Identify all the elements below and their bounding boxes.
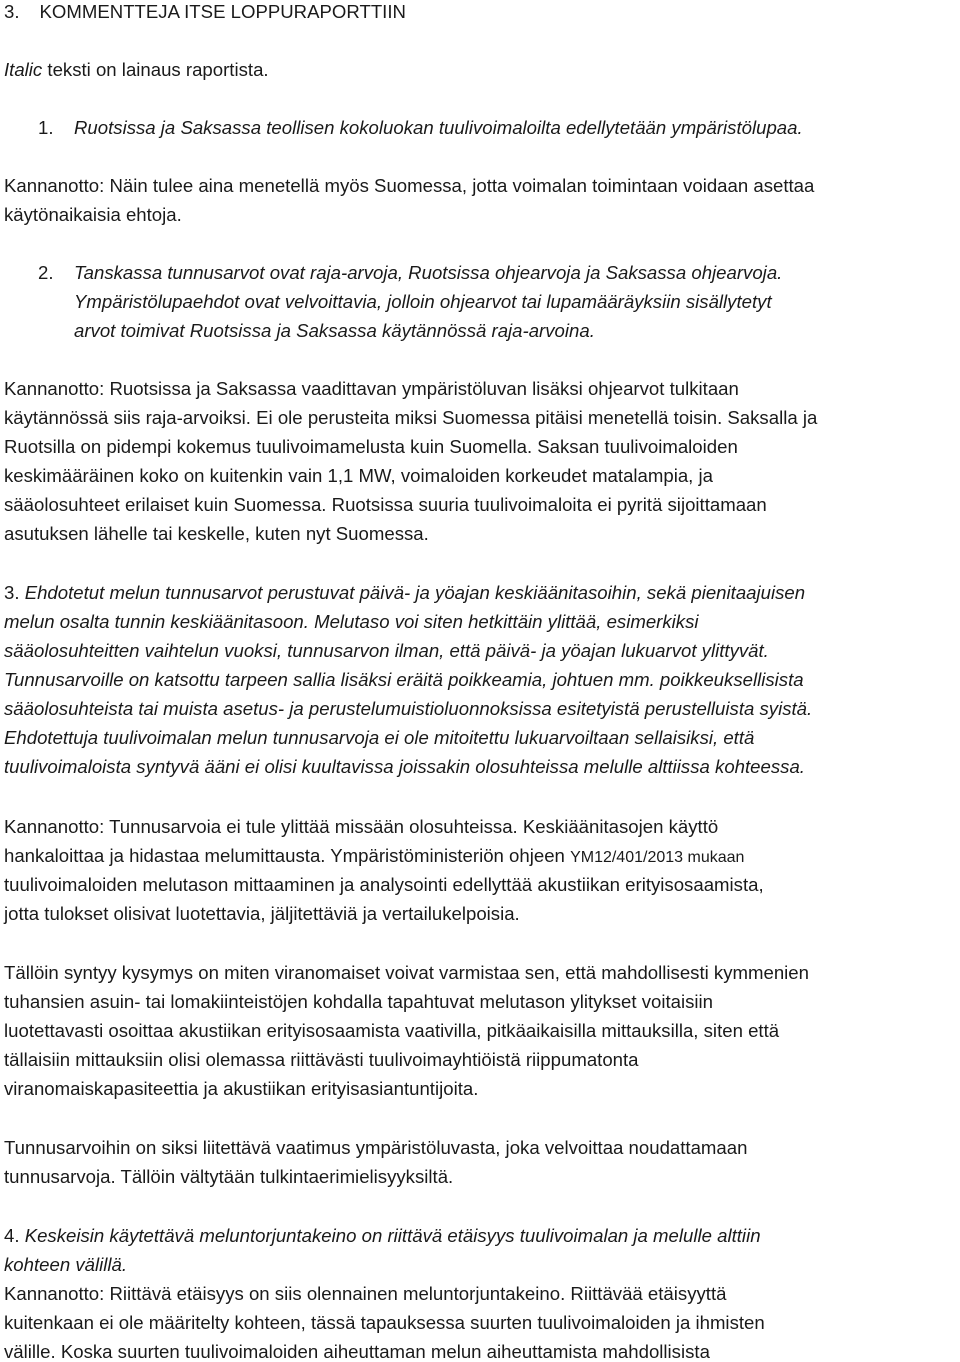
item3-comment-line-2-text: hankaloittaa ja hidastaa melumittausta. Ympäristöministeriön ohjeen bbox=[4, 845, 571, 866]
item3-quote-first: Ehdotetut melun tunnusarvot perustuvat päivä- ja yöajan keskiäänitasoihin, sekä pienitaajuisen bbox=[24, 582, 806, 603]
intro-line bbox=[4, 55, 269, 84]
item3-quote-line-6: Ehdotettuja tuulivoimalan melun tunnusarvoja ei ole mitoitettu lukuarvoiltaan sellaisiksi, että bbox=[4, 727, 755, 748]
item3-quote-line-2: melun osalta tunnin keskiäänitasoon. Melutaso voi siten hetkittäin ylittää, esimerkiksi bbox=[4, 611, 699, 632]
intro-rest: teksti on lainaus raportista. bbox=[42, 59, 269, 80]
section-heading bbox=[4, 0, 406, 26]
item1-comment-line-1: Kannanotto: Näin tulee aina menetellä myös Suomessa, jotta voimalan toimintaan voidaan asettaa bbox=[4, 175, 815, 196]
item2-comment-line-1: Kannanotto: Ruotsissa ja Saksassa vaadittavan ympäristöluvan lisäksi ohjearvot tulkitaan bbox=[4, 378, 739, 399]
item3-para2-line-5: viranomaiskapasiteettia ja akustiikan erityisasiantuntijoita. bbox=[4, 1078, 479, 1099]
item4-quote-line-1 bbox=[4, 1221, 761, 1250]
item2-quote-line-1: Tanskassa tunnusarvot ovat raja-arvoja, Ruotsissa ohjearvoja ja Saksassa ohjearvoja. bbox=[74, 262, 783, 283]
item3-comment-line-4: jotta tulokset olisivat luotettavia, jäljitettäviä ja vertailukelpoisia. bbox=[4, 903, 520, 924]
item3-para2-line-4: tällaisiin mittauksiin olisi olemassa riittävästi tuulivoimayhtiöistä riippumatonta bbox=[4, 1049, 639, 1070]
item2-comment-line-3: Ruotsilla on pidempi kokemus tuulivoimamelusta kuin Suomella. Saksan tuulivoimaloiden bbox=[4, 436, 738, 457]
item3-comment-line-1: Kannanotto: Tunnusarvoia ei tule ylittää missään olosuhteissa. Keskiäänitasojen käyttö bbox=[4, 816, 719, 837]
item2-comment-line-5: sääolosuhteet erilaiset kuin Suomessa. Ruotsissa suuria tuulivoimaloita ei pyritä sijoittamaan bbox=[4, 494, 767, 515]
item3-para2-line-1: Tällöin syntyy kysymys on miten viranomaiset voivat varmistaa sen, että mahdollisesti kymmenien bbox=[4, 962, 809, 983]
item3-quote-line-1 bbox=[4, 578, 805, 607]
guideline-reference: YM12/401/2013 mukaan bbox=[570, 849, 745, 866]
section-title: KOMMENTTEJA ITSE LOPPURAPORTTIIN bbox=[39, 1, 406, 22]
item3-quote-line-4: Tunnusarvoille on katsottu tarpeen sallia lisäksi eräitä poikkeamia, johtuen mm. poikkeuksellisista bbox=[4, 669, 804, 690]
item4-quote-first: Keskeisin käytettävä meluntorjuntakeino on riittävä etäisyys tuulivoimalan ja melulle alttiin bbox=[24, 1225, 761, 1246]
intro-italic-word: Italic bbox=[4, 59, 43, 80]
item1-comment-line-2: käytönaikaisia ehtoja. bbox=[4, 204, 182, 225]
item4-number: 4. bbox=[4, 1225, 25, 1246]
item2-quote-line-2: Ympäristölupaehdot ovat velvoittavia, jolloin ohjearvot tai lupamääräyksiin sisällytetyt bbox=[74, 291, 772, 312]
item4-comment-line-1: Kannanotto: Riittävä etäisyys on siis olennainen meluntorjuntakeino. Riittävää etäisyyttä bbox=[4, 1283, 727, 1304]
item1-quote: Ruotsissa ja Saksassa teollisen kokoluokan tuulivoimaloilta edellytetään ympäristölupaa. bbox=[74, 117, 803, 138]
item4-comment-line-2: kuitenkaan ei ole määritelty kohteen, tässä tapauksessa suurten tuulivoimaloiden ja ihmisten bbox=[4, 1312, 765, 1333]
item1-number: 1. bbox=[38, 117, 54, 138]
item3-number: 3. bbox=[4, 582, 25, 603]
item3-quote-line-7: tuulivoimaloista syntyvä ääni ei olisi kuultavissa joissakin olosuhteissa melulle alttiissa kohteessa. bbox=[4, 756, 805, 777]
item3-quote-line-3: sääolosuhteitten vaihtelun vuoksi, tunnusarvon ilman, että päivä- ja yöajan lukuarvot ylittyvät. bbox=[4, 640, 769, 661]
item3-para3-line-1: Tunnusarvoihin on siksi liitettävä vaatimus ympäristöluvasta, joka velvoittaa noudattamaan bbox=[4, 1137, 748, 1158]
item3-quote-line-5: sääolosuhteista tai muista asetus- ja perustelumuistioluonnoksissa esitetyistä perustelluista syistä. bbox=[4, 698, 813, 719]
item3-comment-line-2 bbox=[4, 841, 744, 872]
item4-quote-line-2: kohteen välillä. bbox=[4, 1254, 128, 1275]
item3-para3-line-2: tunnusarvoja. Tällöin vältytään tulkintaerimielisyyksiltä. bbox=[4, 1166, 454, 1187]
item2-comment-line-2: käytännössä siis raja-arvoiksi. Ei ole perusteita miksi Suomessa pitäisi menetellä toisin. Saksalla ja bbox=[4, 407, 818, 428]
section-number: 3. bbox=[4, 1, 20, 22]
item3-para2-line-3: luotettavasti osoittaa akustiikan erityisosaamista vaativilla, pitkäaikaisilla mittauksilla, siten että bbox=[4, 1020, 780, 1041]
item3-para2-line-2: tuhansien asuin- tai lomakiinteistöjen kohdalla tapahtuvat melutason ylitykset voitaisiin bbox=[4, 991, 714, 1012]
item2-comment-line-6: asutuksen lähelle tai keskelle, kuten nyt Suomessa. bbox=[4, 523, 429, 544]
item3-comment-line-3: tuulivoimaloiden melutason mittaaminen ja analysointi edellyttää akustiikan erityisosaamista, bbox=[4, 874, 764, 895]
item2-number: 2. bbox=[38, 262, 54, 283]
item2-quote-line-3: arvot toimivat Ruotsissa ja Saksassa käytännössä raja-arvoina. bbox=[74, 320, 595, 341]
item4-comment-line-3: välille. Koska suurten tuulivoimaloiden aiheuttaman melun aiheuttamista mahdollisista bbox=[4, 1341, 710, 1362]
item2-comment-line-4: keskimääräinen koko on kuitenkin vain 1,1 MW, voimaloiden korkeudet matalampia, ja bbox=[4, 465, 713, 486]
